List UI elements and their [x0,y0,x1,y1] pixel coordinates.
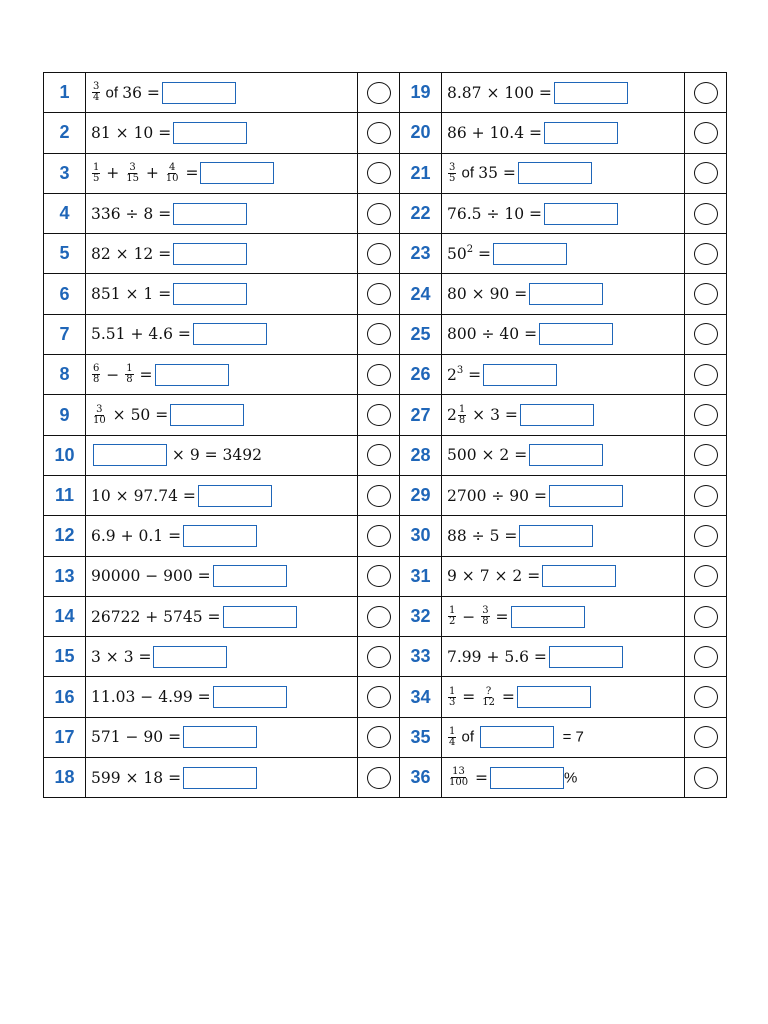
fraction-numerator: 1 [449,685,456,697]
mark-circle[interactable] [694,485,718,507]
fraction [125,163,140,184]
question-row [44,113,727,153]
answer-box[interactable] [155,364,229,386]
answer-box[interactable] [173,122,247,144]
mark-circle[interactable] [694,364,718,386]
mark-circle[interactable] [694,606,718,628]
question-cell [442,677,685,717]
fraction [165,163,180,184]
mark-cell [358,274,400,314]
question-row [44,637,727,677]
mark-cell [685,677,727,717]
fraction-numerator: 3 [93,81,100,93]
mark-circle[interactable] [367,283,391,305]
question-number: 36 [400,758,442,798]
question-text: 11.03 − 4.99 = [91,688,211,707]
answer-box[interactable] [490,767,564,789]
question-cell [86,677,358,717]
question-row [44,355,727,395]
mark-circle[interactable] [367,203,391,225]
mark-circle[interactable] [367,565,391,587]
fraction-denominator: 5 [449,172,456,184]
question-cell [442,556,685,596]
mark-cell [685,435,727,475]
worksheet-table [43,72,727,798]
question-text: 50 [447,244,467,263]
question-number: 19 [400,73,442,113]
fraction-denominator: 15 [126,172,139,184]
fraction-denominator: 12 [482,696,495,708]
question-cell [86,395,358,435]
fraction-numerator: 6 [93,363,100,375]
question-cell [86,596,358,636]
fraction-denominator: 10 [93,414,106,426]
question-number: 27 [400,395,442,435]
mark-cell [685,596,727,636]
question-cell [442,355,685,395]
answer-box[interactable] [173,283,247,305]
question-cell [86,355,358,395]
answer-box[interactable] [517,686,591,708]
question-number: 32 [400,596,442,636]
question-cell [442,113,685,153]
question-number: 21 [400,153,442,193]
answer-box[interactable] [173,203,247,225]
mark-cell [358,556,400,596]
answer-box[interactable] [549,485,623,507]
question-cell [86,556,358,596]
fraction-numerator: 1 [449,605,456,616]
question-text: = [496,688,515,707]
answer-box[interactable] [200,162,274,184]
answer-box[interactable] [518,162,592,184]
question-number: 3 [44,153,86,193]
question-row [44,596,727,636]
mark-circle[interactable] [367,404,391,426]
answer-box[interactable] [183,767,257,789]
fraction-denominator: 5 [93,172,100,184]
question-cell [86,113,358,153]
fraction [92,405,107,426]
answer-box[interactable] [480,726,554,748]
question-cell [442,475,685,515]
question-cell [86,758,358,798]
question-cell [86,274,358,314]
answer-box[interactable] [544,122,618,144]
mark-cell [358,596,400,636]
question-cell [86,717,358,757]
question-text: 500 × 2 = [447,446,528,465]
question-number: 5 [44,234,86,274]
question-text: − [457,607,481,626]
question-text: % [564,769,578,787]
mark-circle[interactable] [367,122,391,144]
fraction [458,405,466,426]
question-number: 2 [44,113,86,153]
fraction-denominator: 8 [458,414,466,426]
fraction-numerator: 1 [458,403,466,415]
question-text: 7.99 + 5.6 = [447,647,547,666]
fraction-numerator: 1 [93,161,100,173]
question-cell [442,637,685,677]
fraction-denominator: 4 [449,736,456,748]
question-text: 851 × 1 = [91,285,172,304]
fraction-denominator: 8 [126,374,133,386]
question-cell [442,314,685,354]
mark-circle[interactable] [367,364,391,386]
question-text: × 3 = [467,406,518,425]
question-number: 35 [400,717,442,757]
answer-box[interactable] [223,606,297,628]
mark-circle[interactable] [694,122,718,144]
answer-box[interactable] [529,283,603,305]
mark-circle[interactable] [367,323,391,345]
question-cell [86,637,358,677]
question-cell [442,717,685,757]
question-cell [442,193,685,233]
question-number: 9 [44,395,86,435]
mark-cell [685,395,727,435]
question-number: 18 [44,758,86,798]
question-text: 35 = [478,164,516,183]
answer-box[interactable] [213,565,287,587]
question-text: 90000 − 900 = [91,567,211,586]
question-row [44,193,727,233]
question-row [44,73,727,113]
mark-cell [358,73,400,113]
mark-cell [358,395,400,435]
question-text: = [463,365,482,384]
question-text: 9 × 7 × 2 = [447,567,541,586]
mark-circle[interactable] [694,404,718,426]
question-text: 571 − 90 = [91,728,182,747]
fraction-numerator: ? [485,685,492,697]
question-cell [442,153,685,193]
question-number: 29 [400,475,442,515]
question-text: 76.5 ÷ 10 = [447,204,542,223]
mark-circle[interactable] [367,444,391,466]
fraction [448,727,456,748]
mark-cell [358,355,400,395]
fraction-numerator: 3 [96,403,103,415]
question-number: 24 [400,274,442,314]
mark-circle[interactable] [694,767,718,789]
question-text: 2700 ÷ 90 = [447,486,547,505]
fraction-numerator: 3 [129,161,136,173]
answer-box[interactable] [183,525,257,547]
question-text: 10 × 97.74 = [91,486,196,505]
question-text: 86 + 10.4 = [447,123,542,142]
question-cell [442,596,685,636]
mark-cell [358,758,400,798]
mark-cell [685,758,727,798]
answer-box[interactable] [153,646,227,668]
mark-cell [685,314,727,354]
mark-cell [685,153,727,193]
question-row [44,153,727,193]
answer-box[interactable] [493,243,567,265]
question-number: 17 [44,717,86,757]
mark-circle[interactable] [694,444,718,466]
mark-circle[interactable] [694,243,718,265]
mark-cell [358,435,400,475]
mark-circle[interactable] [694,203,718,225]
fraction-numerator: 13 [452,766,465,778]
mark-cell [358,637,400,677]
fraction-denominator: 8 [93,374,100,386]
question-row [44,717,727,757]
question-number: 4 [44,193,86,233]
question-number: 10 [44,435,86,475]
mark-cell [685,274,727,314]
answer-box[interactable] [544,203,618,225]
fraction-numerator: 1 [126,363,133,375]
fraction [125,364,133,385]
question-text: 6.9 + 0.1 = [91,526,182,545]
question-text: 2 [447,406,457,425]
question-cell [442,516,685,556]
answer-box[interactable] [162,82,236,104]
mark-circle[interactable] [694,323,718,345]
question-number: 7 [44,314,86,354]
question-row [44,475,727,515]
mark-cell [685,516,727,556]
fraction-denominator: 2 [449,616,456,627]
question-text: of [101,84,123,102]
mark-circle[interactable] [367,606,391,628]
fraction-numerator: 4 [168,161,176,173]
mark-cell [685,637,727,677]
question-text: 80 × 90 = [447,285,528,304]
mark-circle[interactable] [367,162,391,184]
question-number: 8 [44,355,86,395]
question-text: = 7 [554,728,584,746]
answer-box[interactable] [483,364,557,386]
mark-cell [685,73,727,113]
fraction [448,606,456,627]
question-cell [86,435,358,475]
mark-circle[interactable] [694,565,718,587]
question-row [44,556,727,596]
question-cell [86,153,358,193]
worksheet-body [44,73,727,798]
question-text: of [457,728,479,746]
mark-cell [358,314,400,354]
exponent: 3 [456,364,464,376]
mark-circle[interactable] [367,82,391,104]
question-cell [86,234,358,274]
mark-cell [358,475,400,515]
mark-circle[interactable] [694,686,718,708]
fraction [92,82,100,103]
question-number: 14 [44,596,86,636]
fraction-denominator: 10 [165,172,179,184]
mark-circle[interactable] [694,283,718,305]
question-number: 22 [400,193,442,233]
question-text: = [134,365,153,384]
mark-circle[interactable] [694,726,718,748]
mark-circle[interactable] [367,767,391,789]
question-number: 34 [400,677,442,717]
answer-box[interactable] [93,444,167,466]
fraction [92,364,100,385]
mark-cell [358,516,400,556]
question-text: 81 × 10 = [91,123,172,142]
answer-box[interactable] [511,606,585,628]
question-text: = [490,607,509,626]
fraction [448,163,456,184]
answer-box[interactable] [554,82,628,104]
question-row [44,758,727,798]
question-number: 15 [44,637,86,677]
question-number: 6 [44,274,86,314]
question-row [44,516,727,556]
question-text: × 50 = [107,406,169,425]
mark-cell [358,153,400,193]
question-cell [442,395,685,435]
fraction [481,606,489,627]
question-cell [86,314,358,354]
answer-box[interactable] [549,646,623,668]
answer-box[interactable] [542,565,616,587]
question-text: = [470,768,489,787]
question-text: 26722 + 5745 = [91,607,221,626]
mark-circle[interactable] [694,646,718,668]
question-number: 25 [400,314,442,354]
fraction [448,767,469,788]
question-text: × 9 = 3492 [167,446,262,465]
question-text: 3 × 3 = [91,647,152,666]
question-text: of [457,164,479,182]
question-row [44,435,727,475]
question-text: 800 ÷ 40 = [447,325,538,344]
question-row [44,274,727,314]
mark-circle[interactable] [367,243,391,265]
question-text: 8.87 × 100 = [447,83,552,102]
mark-cell [358,193,400,233]
fraction-numerator: 1 [449,725,456,737]
fraction [92,163,100,184]
answer-box[interactable] [529,444,603,466]
question-cell [86,73,358,113]
question-row [44,395,727,435]
question-number: 16 [44,677,86,717]
fraction-denominator: 3 [449,696,456,708]
answer-box[interactable] [193,323,267,345]
mark-circle[interactable] [367,525,391,547]
answer-box[interactable] [170,404,244,426]
mark-cell [358,677,400,717]
question-cell [442,73,685,113]
question-text: 82 × 12 = [91,244,172,263]
question-row [44,677,727,717]
question-row [44,234,727,274]
mark-cell [685,717,727,757]
question-text: 2 [447,365,457,384]
mark-circle[interactable] [367,686,391,708]
mark-circle[interactable] [694,162,718,184]
question-number: 23 [400,234,442,274]
question-text: 36 = [122,83,160,102]
question-text: 88 ÷ 5 = [447,526,518,545]
fraction-numerator: 3 [482,605,489,616]
question-text: + [101,164,125,183]
mark-circle[interactable] [694,82,718,104]
mark-cell [358,234,400,274]
question-text: 336 ÷ 8 = [91,204,172,223]
fraction-numerator: 3 [449,161,456,173]
question-cell [86,516,358,556]
mark-cell [685,234,727,274]
question-number: 12 [44,516,86,556]
question-cell [442,274,685,314]
mark-cell [685,355,727,395]
question-number: 26 [400,355,442,395]
question-number: 13 [44,556,86,596]
fraction-denominator: 8 [482,616,489,627]
fraction [448,687,456,708]
question-number: 33 [400,637,442,677]
question-number: 11 [44,475,86,515]
fraction [481,687,496,708]
question-number: 20 [400,113,442,153]
mark-cell [358,113,400,153]
answer-box[interactable] [520,404,594,426]
fraction-denominator: 100 [449,777,469,789]
fraction-denominator: 4 [93,92,100,104]
mark-circle[interactable] [367,726,391,748]
mark-circle[interactable] [694,525,718,547]
mark-cell [358,717,400,757]
question-number: 30 [400,516,442,556]
mark-cell [685,113,727,153]
mark-cell [685,556,727,596]
question-text: = [457,688,481,707]
answer-box[interactable] [539,323,613,345]
mark-cell [685,475,727,515]
answer-box[interactable] [183,726,257,748]
mark-circle[interactable] [367,646,391,668]
answer-box[interactable] [173,243,247,265]
question-text: = [473,244,492,263]
question-cell [86,193,358,233]
question-cell [442,234,685,274]
question-text: 5.51 + 4.6 = [91,325,191,344]
answer-box[interactable] [213,686,287,708]
question-cell [442,758,685,798]
question-number: 31 [400,556,442,596]
question-number: 28 [400,435,442,475]
mark-cell [685,193,727,233]
answer-box[interactable] [519,525,593,547]
exponent: 2 [466,243,474,255]
question-text: = [180,164,199,183]
mark-circle[interactable] [367,485,391,507]
question-cell [86,475,358,515]
question-text: 599 × 18 = [91,768,182,787]
question-text: + [140,164,164,183]
question-cell [442,435,685,475]
question-number: 1 [44,73,86,113]
question-row [44,314,727,354]
answer-box[interactable] [198,485,272,507]
question-text: − [101,365,125,384]
